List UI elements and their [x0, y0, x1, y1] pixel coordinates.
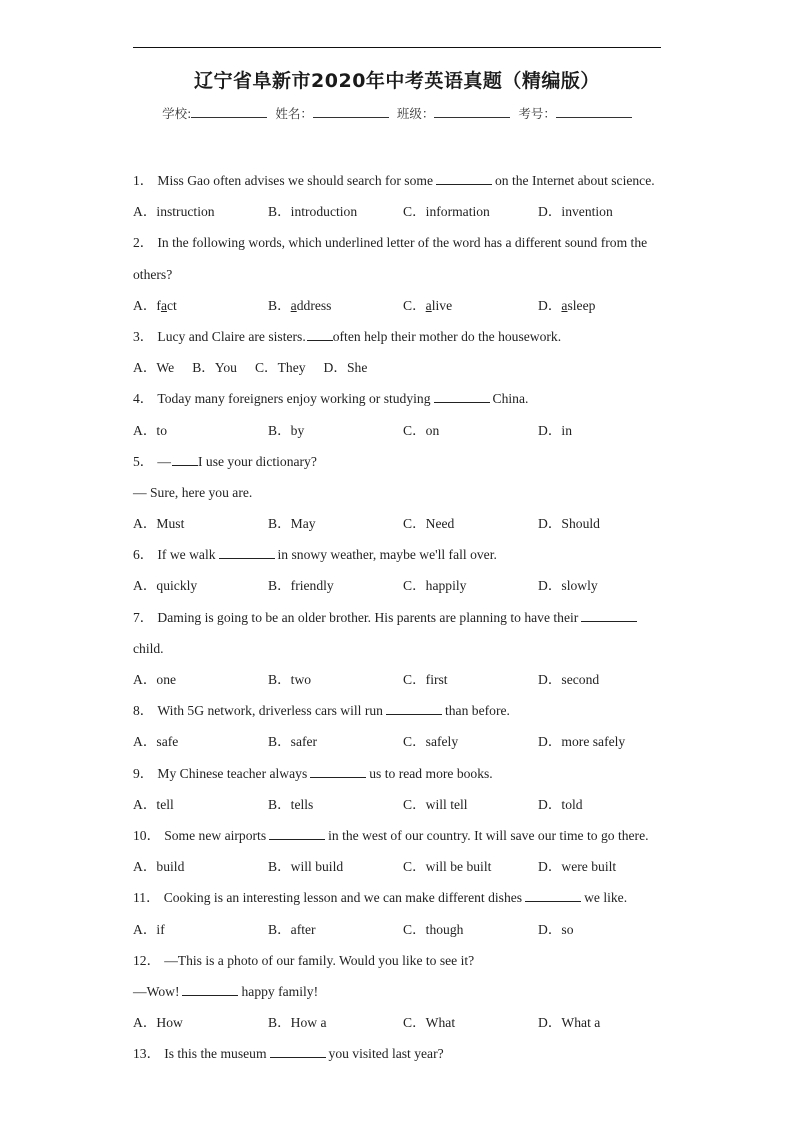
- options-7: [133, 667, 673, 698]
- option-a[interactable]: A．How: [133, 1015, 183, 1031]
- question-12: 12． —This is a photo of our family. Would you like to see it?: [133, 952, 475, 968]
- options-11: [133, 917, 673, 948]
- option-b[interactable]: B．will build: [268, 859, 344, 875]
- name-blank[interactable]: [313, 104, 389, 118]
- option-c[interactable]: C．They: [254, 360, 306, 376]
- underlined-letter: a: [561, 297, 568, 313]
- answer-blank[interactable]: [172, 451, 198, 466]
- option-d[interactable]: D．slowly: [538, 578, 598, 594]
- option-c[interactable]: C．on: [403, 422, 440, 438]
- answer-blank[interactable]: [269, 825, 325, 840]
- school-blank[interactable]: [191, 104, 267, 118]
- option-a[interactable]: A．build: [133, 859, 185, 875]
- option-a[interactable]: A．quickly: [133, 578, 198, 594]
- answer-blank[interactable]: [182, 981, 238, 996]
- option-a[interactable]: A．We: [133, 360, 175, 376]
- option-a[interactable]: A．to: [133, 422, 167, 438]
- options-12: [133, 1010, 673, 1041]
- option-c[interactable]: C．first: [403, 672, 448, 687]
- answer-blank[interactable]: [436, 170, 492, 185]
- option-d[interactable]: D．She: [323, 360, 368, 376]
- option-a[interactable]: A．Must: [133, 516, 185, 532]
- question-12-reply: —Wow! happy family!: [133, 979, 673, 1010]
- options-5: [133, 511, 673, 542]
- option-d[interactable]: D．so: [538, 921, 574, 937]
- answer-blank[interactable]: [581, 607, 637, 622]
- underlined-letter: a: [425, 297, 432, 313]
- class-blank[interactable]: [434, 104, 510, 118]
- option-c[interactable]: C．What: [403, 1015, 456, 1031]
- option-d[interactable]: D．in: [538, 422, 572, 438]
- question-7: 7． Daming is going to be an older brother. His parents are planning to have their: [133, 605, 673, 636]
- option-c[interactable]: C．happily: [403, 578, 467, 594]
- options-4: [133, 418, 673, 449]
- options-8: [133, 729, 673, 760]
- answer-blank[interactable]: [270, 1043, 326, 1058]
- option-a[interactable]: A．safe: [133, 734, 179, 750]
- question-13: 13． Is this the museum you visited last year?: [133, 1041, 673, 1072]
- options-10: [133, 854, 673, 885]
- option-d[interactable]: D．Should: [538, 516, 600, 532]
- question-list: [133, 168, 673, 1072]
- options-2: [133, 293, 673, 324]
- question-5-reply: — Sure, here you are.: [133, 484, 253, 500]
- student-info-line: [0, 104, 794, 122]
- option-a[interactable]: A．if: [133, 921, 165, 937]
- question-4: 4． Today many foreigners enjoy working or studying China.: [133, 386, 673, 417]
- top-divider-line: [133, 47, 661, 48]
- question-2-continued: others?: [133, 266, 173, 282]
- answer-blank[interactable]: [434, 388, 490, 403]
- option-b[interactable]: B．May: [268, 516, 316, 532]
- answer-blank[interactable]: [219, 544, 275, 559]
- option-c[interactable]: C．though: [403, 921, 464, 937]
- option-b[interactable]: B．by: [268, 422, 305, 438]
- option-b[interactable]: B．two: [268, 672, 312, 687]
- underlined-letter: a: [290, 297, 297, 313]
- option-d[interactable]: D．more safely: [538, 734, 626, 750]
- option-b[interactable]: B．address: [268, 297, 332, 313]
- option-d[interactable]: D．What a: [538, 1015, 601, 1031]
- question-5: 5． — I use your dictionary?: [133, 449, 673, 480]
- option-b[interactable]: B．How a: [268, 1015, 327, 1031]
- option-a[interactable]: A．instruction: [133, 204, 215, 220]
- answer-blank[interactable]: [525, 887, 581, 902]
- option-d[interactable]: D．told: [538, 796, 583, 812]
- question-2: 2． In the following words, which underlined letter of the word has a different sound from the: [133, 235, 648, 251]
- options-3: [133, 355, 673, 386]
- option-c[interactable]: C．will tell: [403, 796, 468, 812]
- answer-blank[interactable]: [310, 763, 366, 778]
- option-c[interactable]: C．will be built: [403, 859, 492, 875]
- option-c[interactable]: C．safely: [403, 734, 459, 750]
- answer-blank[interactable]: [386, 700, 442, 715]
- options-9: [133, 792, 673, 823]
- name-field: 姓名：: [275, 104, 389, 122]
- question-10: 10． Some new airports in the west of our country. It will save our time to go there.: [133, 823, 673, 854]
- option-b[interactable]: B．introduction: [268, 204, 358, 220]
- answer-blank[interactable]: [307, 326, 333, 341]
- option-d[interactable]: D．invention: [538, 204, 613, 220]
- question-6: 6． If we walk in snowy weather, maybe we'll fall over.: [133, 542, 673, 573]
- option-c[interactable]: C．alive: [403, 297, 453, 313]
- option-c[interactable]: C．Need: [403, 516, 455, 532]
- option-d[interactable]: D．asleep: [538, 297, 596, 313]
- question-1: 1． Miss Gao often advises we should search for some on the Internet about science.: [133, 168, 673, 199]
- options-6: [133, 573, 673, 604]
- option-d[interactable]: D．were built: [538, 859, 617, 875]
- exam-number-field: 考号：: [518, 104, 632, 122]
- option-a[interactable]: A．one: [133, 672, 177, 687]
- option-b[interactable]: B．after: [268, 921, 316, 937]
- page-title: 辽宁省阜新市2020年中考英语真题（精编版）: [194, 70, 600, 92]
- options-1: [133, 199, 673, 230]
- option-b[interactable]: B．friendly: [268, 578, 334, 594]
- question-9: 9． My Chinese teacher always us to read more books.: [133, 761, 673, 792]
- option-d[interactable]: D．second: [538, 672, 600, 687]
- class-field: 班级：: [397, 104, 511, 122]
- option-c[interactable]: C．information: [403, 204, 490, 220]
- question-3: 3． Lucy and Claire are sisters. often help their mother do the housework.: [133, 324, 673, 355]
- question-11: 11． Cooking is an interesting lesson and we can make different dishes we like.: [133, 885, 673, 916]
- option-b[interactable]: B．tells: [268, 796, 314, 812]
- option-a[interactable]: A．fact: [133, 297, 177, 313]
- question-7-continued: child.: [133, 640, 164, 656]
- question-8: 8． With 5G network, driverless cars will run than before.: [133, 698, 673, 729]
- option-a[interactable]: A．tell: [133, 796, 174, 812]
- exam-number-blank[interactable]: [556, 104, 632, 118]
- option-b[interactable]: B．You: [192, 360, 237, 376]
- underlined-letter: a: [160, 297, 167, 313]
- school-field: 学校:: [162, 104, 267, 122]
- option-b[interactable]: B．safer: [268, 734, 318, 750]
